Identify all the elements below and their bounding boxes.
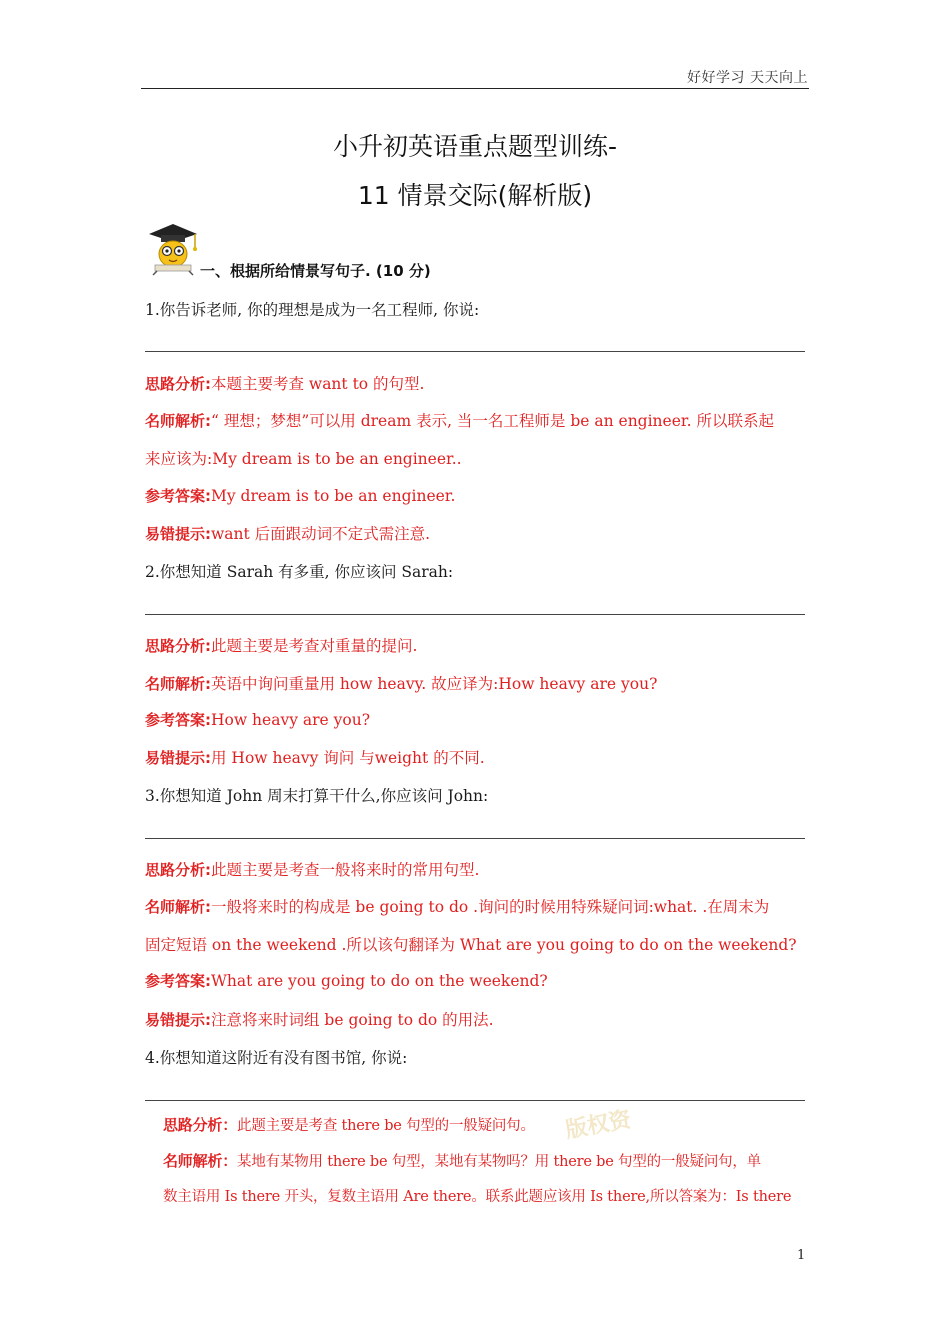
answer-blank-line [145,838,805,839]
q1-teacher-analysis: 名师解析:“ 理想；梦想”可以用 dream 表示, 当一名工程师是 be an engineer. 所以联系起 [145,412,774,430]
question-2-prompt: 2.你想知道 Sarah 有多重, 你应该问 Sarah: [145,563,454,581]
q2-teacher-analysis: 名师解析:英语中询问重量用 how heavy. 故应译为:How heavy are you? [145,675,658,693]
document-title-line2: 11 情景交际(解析版) [357,181,593,210]
q3-analysis: 思路分析:此题主要是考查一般将来时的常用句型. [145,861,480,879]
q1-teacher-analysis-cont: 来应该为:My dream is to be an engineer.. [145,450,462,468]
answer-blank-line [145,1100,805,1101]
page-number: 1 [797,1248,806,1263]
q2-error-tip: 易错提示:用 How heavy 询问 与weight 的不同. [145,749,485,767]
q4-teacher-analysis: 名师解析：某地有某物用 there be 句型，某地有某物吗？用 there be 句型的一般疑问句，单 [163,1152,762,1170]
q1-analysis: 思路分析:本题主要考查 want to 的句型. [145,375,425,393]
q3-teacher-analysis-cont: 固定短语 on the weekend .所以该句翻译为 What are you going to do on the weekend? [145,936,797,954]
q4-analysis: 思路分析：此题主要是考查 there be 句型的一般疑问句。 [163,1116,535,1134]
q2-analysis: 思路分析:此题主要是考查对重量的提问. [145,637,418,655]
q3-teacher-analysis: 名师解析:一般将来时的构成是 be going to do .询问的时候用特殊疑问词:what. .在周末为 [145,898,770,916]
section-heading: 一、根据所给情景写句子. (10 分) [200,262,431,280]
q3-reference-answer: 参考答案:What are you going to do on the weekend? [145,972,548,990]
answer-blank-line [145,351,805,352]
q4-teacher-analysis-cont: 数主语用 Is there 开头，复数主语用 Are there。联系此题应该用 Is there,所以答案为：Is there [163,1189,792,1205]
question-1-prompt: 1.你告诉老师, 你的理想是成为一名工程师, 你说: [145,301,480,319]
q3-error-tip: 易错提示:注意将来时词组 be going to do 的用法. [145,1011,494,1029]
watermark: 版权资 [563,1107,634,1144]
question-4-prompt: 4.你想知道这附近有没有图书馆, 你说: [145,1049,408,1067]
q2-reference-answer: 参考答案:How heavy are you? [145,711,371,729]
header-motto: 好好学习 天天向上 [687,70,808,86]
graduate-mascot-icon [143,220,199,276]
answer-blank-line [145,614,805,615]
q1-error-tip: 易错提示:want 后面跟动词不定式需注意. [145,525,431,543]
question-3-prompt: 3.你想知道 John 周末打算干什么,你应该问 John: [145,787,489,805]
header-divider [141,88,809,89]
document-title-line1: 小升初英语重点题型训练- [332,132,618,161]
q1-reference-answer: 参考答案:My dream is to be an engineer. [145,487,456,505]
